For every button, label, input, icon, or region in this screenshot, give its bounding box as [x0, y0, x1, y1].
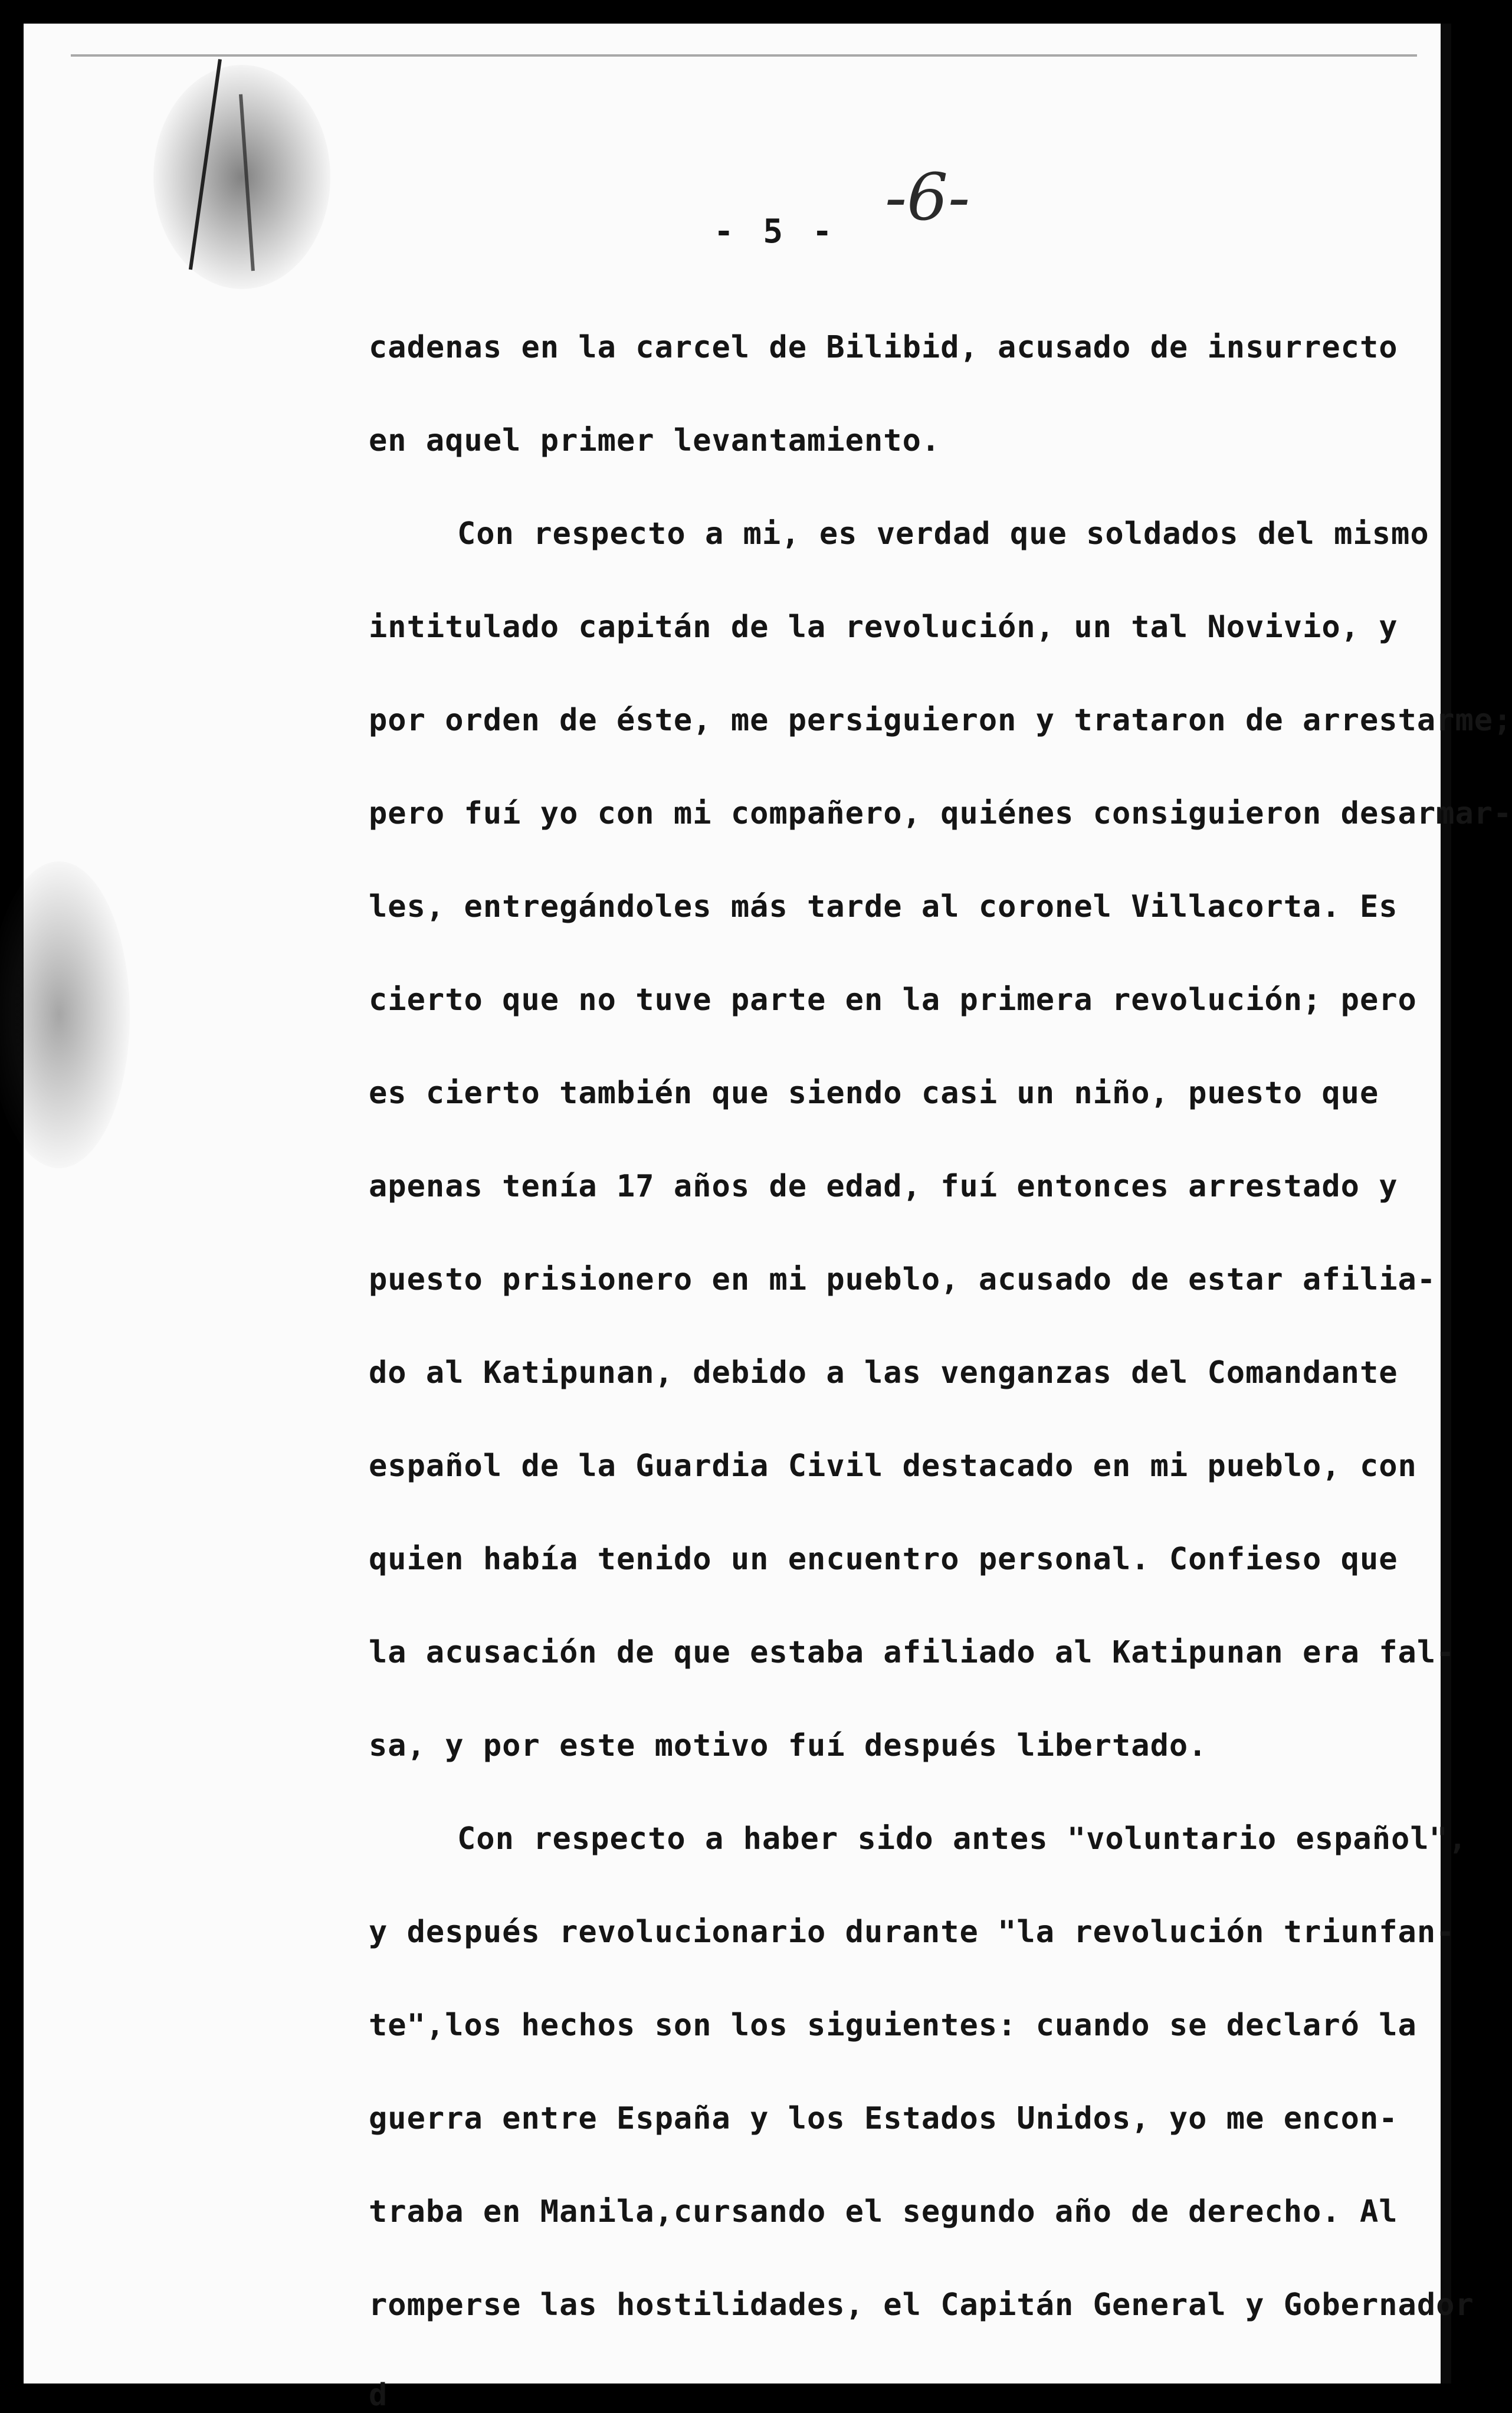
text-line: cadenas en la carcel de Bilibid, acusado de insurrecto — [369, 330, 1398, 365]
handwritten-page-number: -6- — [885, 159, 970, 235]
text-line: es cierto también que siendo casi un niño, puesto que — [369, 1076, 1379, 1111]
cut-off-text: d — [369, 2378, 388, 2413]
text-line: intitulado capitán de la revolución, un tal Novivio, y — [369, 609, 1398, 645]
text-line: les, entregándoles más tarde al coronel Villacorta. Es — [369, 889, 1398, 924]
text-line: español de la Guardia Civil destacado en mi pueblo, con — [369, 1448, 1417, 1484]
text-line: traba en Manila,cursando el segundo año de derecho. Al — [369, 2194, 1398, 2230]
text-line: por orden de éste, me persiguieron y trataron de arrestarme; — [369, 703, 1512, 738]
text-line: sa, y por este motivo fuí después libertado. — [369, 1728, 1208, 1763]
text-line: en aquel primer levantamiento. — [369, 423, 941, 458]
text-line: apenas tenía 17 años de edad, fuí entonces arrestado y — [369, 1169, 1398, 1204]
text-line: cierto que no tuve parte en la primera revolución; pero — [369, 982, 1417, 1018]
text-line: pero fuí yo con mi compañero, quiénes consiguieron desarmar- — [369, 796, 1512, 831]
document-body — [369, 301, 1512, 2352]
document-page — [24, 24, 1512, 2413]
text-line: romperse las hostilidades, el Capitán General y Gobernador — [369, 2287, 1474, 2323]
text-line: la acusación de que estaba afiliado al Katipunan era fal- — [369, 1635, 1455, 1670]
text-line: puesto prisionero en mi pueblo, acusado de estar afilia- — [369, 1262, 1436, 1297]
text-line: y después revolucionario durante "la revolución triunfan- — [369, 1914, 1455, 1950]
text-line: do al Katipunan, debido a las venganzas del Comandante — [369, 1355, 1398, 1391]
text-line: te",los hechos son los siguientes: cuando se declaró la — [369, 2008, 1417, 2043]
text-line: quien había tenido un encuentro personal. Confieso que — [369, 1542, 1398, 1577]
text-line: Con respecto a haber sido antes "voluntario español", — [457, 1821, 1468, 1857]
text-line: Con respecto a mi, es verdad que soldados del mismo — [457, 516, 1429, 552]
page-top-edge — [71, 54, 1417, 57]
ink-smudge-left — [0, 861, 130, 1168]
page-number: - 5 - — [714, 212, 837, 251]
text-line: guerra entre España y los Estados Unidos, yo me encon- — [369, 2101, 1398, 2136]
